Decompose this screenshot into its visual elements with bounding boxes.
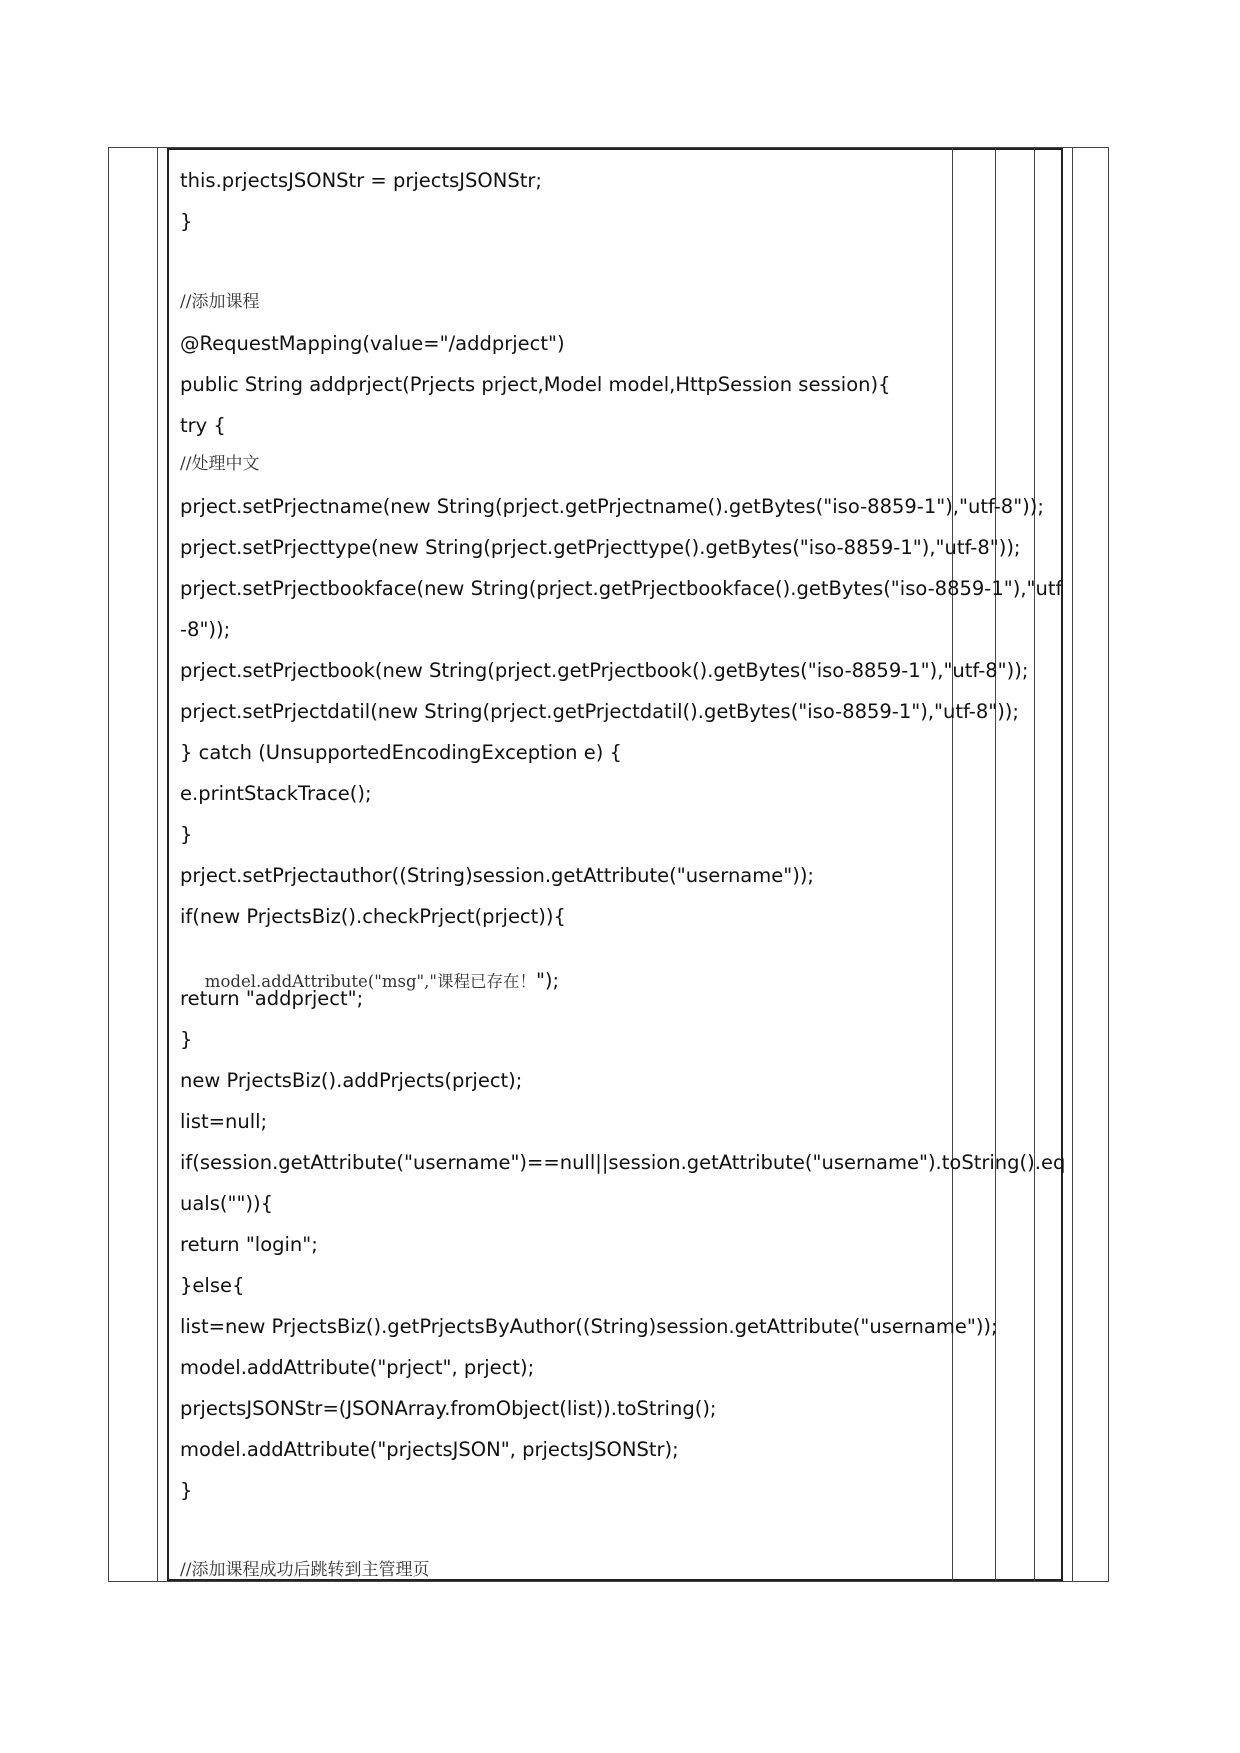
- code-line: }: [180, 210, 193, 233]
- code-line: if(new PrjectsBiz().checkPrject(prject)){: [180, 905, 566, 928]
- code-line: this.prjectsJSONStr = prjectsJSONStr;: [180, 169, 542, 192]
- code-comment: //添加课程成功后跳转到主管理页: [180, 1560, 430, 1580]
- code-line: return "addprject";: [180, 987, 364, 1010]
- table-right-border: [1108, 147, 1109, 1582]
- code-line: model.addAttribute("prjectsJSON", prjectsJSONStr);: [180, 1438, 679, 1461]
- code-line: @RequestMapping(value="/addprject"): [180, 332, 565, 355]
- code-line: prject.setPrjectbookface(new String(prject.getPrjectbookface().getBytes("iso-8859-1"),"utf: [180, 577, 1063, 600]
- msg-line-prefix: model.addAttribute("msg","课程已存在！: [204, 972, 536, 991]
- code-line: return "login";: [180, 1233, 318, 1256]
- code-line: }: [180, 1479, 193, 1502]
- column-divider-7: [1072, 147, 1073, 1582]
- code-line: }: [180, 823, 193, 846]
- msg-line-suffix: ");: [535, 969, 560, 992]
- code-line: prject.setPrjectdatil(new String(prject.getPrjectdatil().getBytes("iso-8859-1"),"utf-8"));: [180, 700, 1019, 723]
- code-line: list=new PrjectsBiz().getPrjectsByAuthor((String)session.getAttribute("username"));: [180, 1315, 998, 1338]
- code-line: }: [180, 1028, 193, 1051]
- code-line-msg: [180, 945, 560, 992]
- column-divider-2: [167, 148, 169, 1581]
- code-line: } catch (UnsupportedEncodingException e) {: [180, 741, 622, 764]
- column-divider-5: [1034, 148, 1035, 1581]
- table-left-border: [108, 147, 109, 1582]
- code-line: }else{: [180, 1274, 245, 1297]
- column-divider-6: [1061, 148, 1063, 1581]
- code-line: model.addAttribute("prject", prject);: [180, 1356, 535, 1379]
- column-divider-1: [157, 147, 158, 1582]
- code-line: public String addprject(Prjects prject,Model model,HttpSession session){: [180, 373, 891, 396]
- code-line: try {: [180, 414, 226, 437]
- code-line: prjectsJSONStr=(JSONArray.fromObject(list)).toString();: [180, 1397, 717, 1420]
- code-line: prject.setPrjectauthor((String)session.getAttribute("username"));: [180, 864, 814, 887]
- code-line: list=null;: [180, 1110, 268, 1133]
- column-divider-4: [995, 148, 996, 1581]
- code-line: e.printStackTrace();: [180, 782, 372, 805]
- code-comment: //处理中文: [180, 454, 260, 474]
- code-line: if(session.getAttribute("username")==null||session.getAttribute("username").toString().eq: [180, 1151, 1066, 1174]
- code-line: prject.setPrjectbook(new String(prject.getPrjectbook().getBytes("iso-8859-1"),"utf-8"));: [180, 659, 1029, 682]
- code-line: uals("")){: [180, 1192, 274, 1215]
- code-line: -8"));: [180, 618, 231, 641]
- code-line: new PrjectsBiz().addPrjects(prject);: [180, 1069, 523, 1092]
- cell-top-border: [167, 148, 1062, 150]
- column-divider-3: [952, 148, 953, 1581]
- code-line: prject.setPrjectname(new String(prject.getPrjectname().getBytes("iso-8859-1"),"utf-8"));: [180, 495, 1044, 518]
- code-line: prject.setPrjecttype(new String(prject.getPrjecttype().getBytes("iso-8859-1"),"utf-8"));: [180, 536, 1021, 559]
- code-comment: //添加课程: [180, 292, 260, 312]
